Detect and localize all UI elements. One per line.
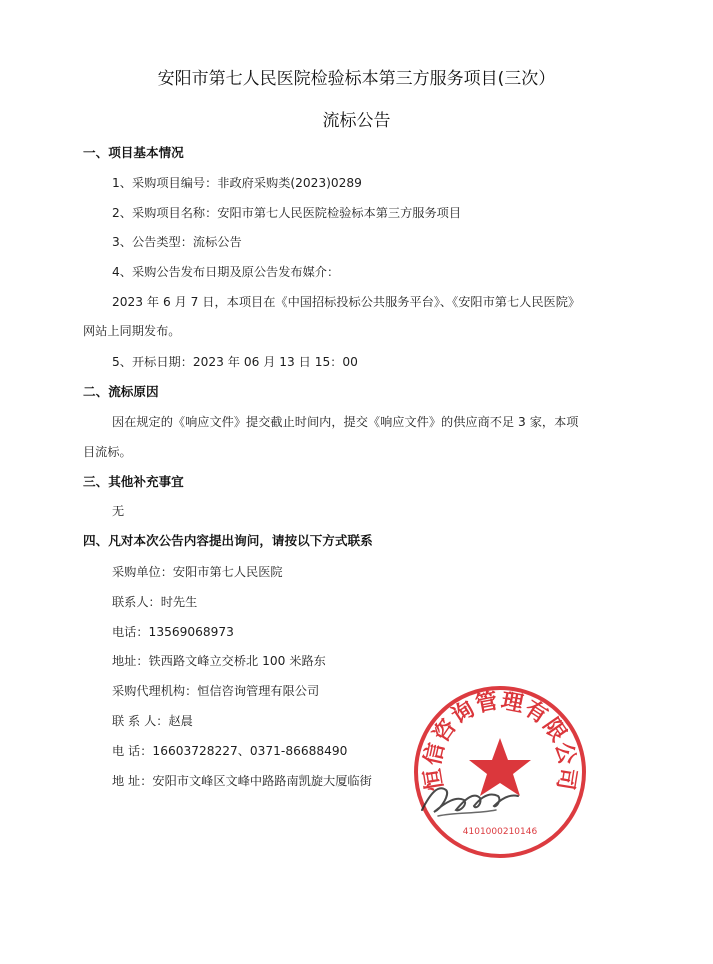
buyer-phone: 电话：13569068973 xyxy=(112,625,234,639)
announcement-type: 3、公告类型：流标公告 xyxy=(112,235,242,249)
handwritten-signature xyxy=(416,772,526,822)
project-number: 1、采购项目编号：非政府采购类(2023)0289 xyxy=(112,176,362,190)
failure-reason-text-2: 目流标。 xyxy=(83,445,132,459)
section-heading-failure-reason: 二、流标原因 xyxy=(83,384,159,399)
project-name: 2、采购项目名称：安阳市第七人民医院检验标本第三方服务项目 xyxy=(112,206,462,220)
document-subtitle: 流标公告 xyxy=(322,111,391,131)
agency-address: 地 址：安阳市文峰区文峰中路路南凯旋大厦临街 xyxy=(112,774,372,788)
publication-info-text-1: 2023 年 6 月 7 日，本项目在《中国招标投标公共服务平台》、《安阳市第七人民医院》 xyxy=(112,295,581,309)
seal-company-text: 恒信咨询管理有限公司 xyxy=(420,688,580,793)
section-heading-contact: 四、凡对本次公告内容提出询问，请按以下方式联系 xyxy=(83,533,373,548)
publication-info-label: 4、采购公告发布日期及原公告发布媒介： xyxy=(112,265,340,279)
agency-phone: 电 话：16603728227、0371-86688490 xyxy=(112,744,348,758)
agency-contact: 联 系 人：赵晨 xyxy=(112,714,193,728)
agency-name: 采购代理机构：恒信咨询管理有限公司 xyxy=(112,684,320,698)
buyer-unit: 采购单位：安阳市第七人民医院 xyxy=(112,565,283,579)
buyer-address: 地址：铁西路文峰立交桥北 100 米路东 xyxy=(112,654,326,668)
failure-reason-text-1: 因在规定的《响应文件》提交截止时间内，提交《响应文件》的供应商不足 3 家，本项 xyxy=(112,415,579,429)
publication-info-text-2: 网站上同期发布。 xyxy=(83,324,181,338)
buyer-contact: 联系人：时先生 xyxy=(112,595,198,609)
seal-number: 4101000210146 xyxy=(462,827,538,837)
bid-opening-date: 5、开标日期：2023 年 06 月 13 日 15：00 xyxy=(112,355,358,369)
section-heading-basic-info: 一、项目基本情况 xyxy=(83,145,184,160)
document-title: 安阳市第七人民医院检验标本第三方服务项目(三次） xyxy=(157,69,556,89)
section-heading-other-matters: 三、其他补充事宜 xyxy=(83,474,184,489)
other-matters-text: 无 xyxy=(112,504,125,518)
